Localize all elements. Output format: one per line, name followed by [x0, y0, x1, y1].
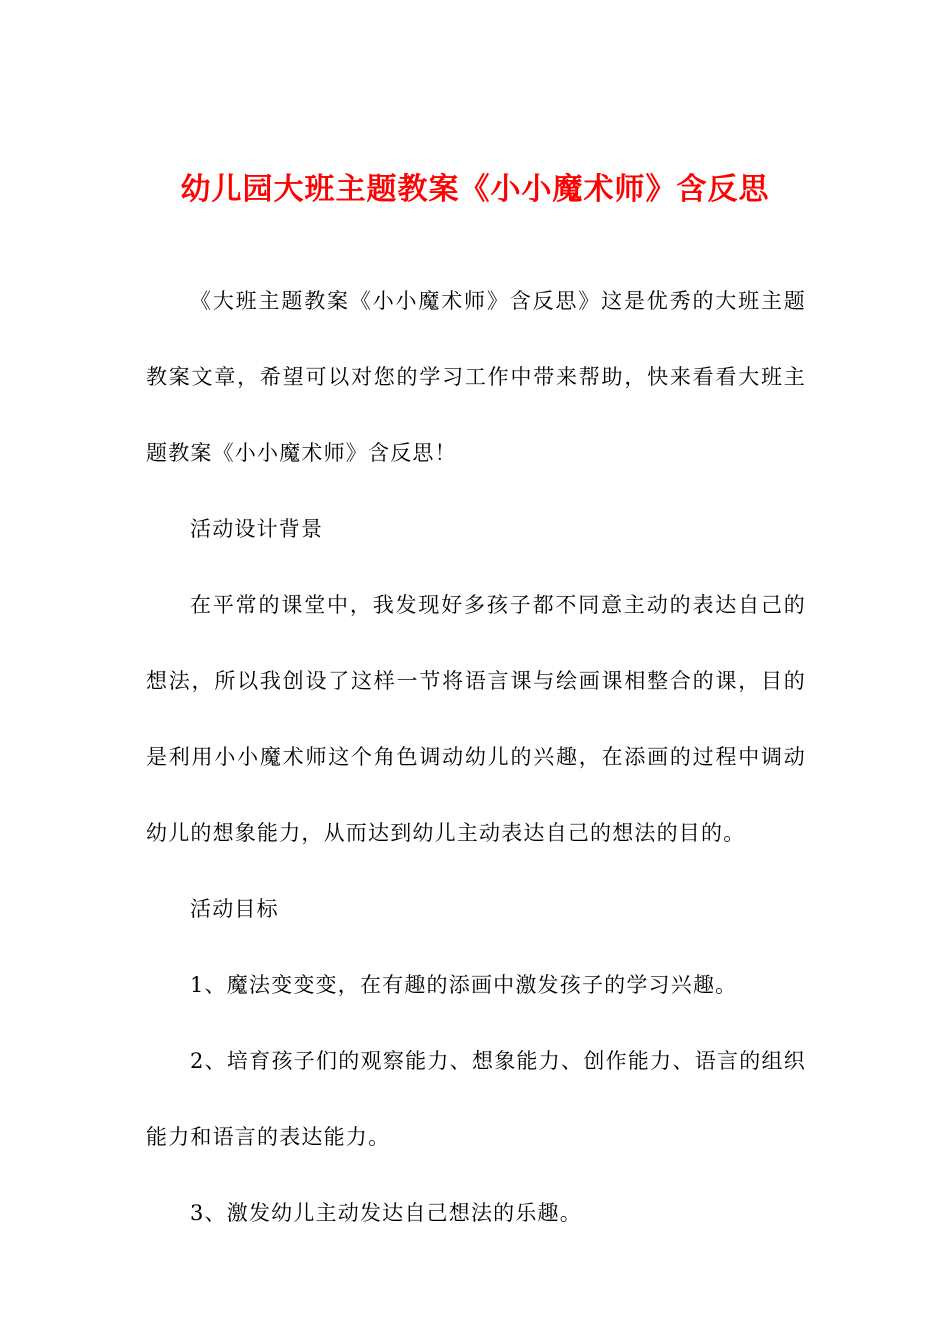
document-body — [146, 263, 806, 1251]
background-paragraph: 在平常的课堂中，我发现好多孩子都不同意主动的表达自己的想法，所以我创设了这样一节将语言课与绘画课相整合的课，目的是利用小小魔术师这个角色调动幼儿的兴趣，在添画的过程中调动幼儿的想象能力，从而达到幼儿主动表达自己的想法的目的。 — [146, 593, 806, 845]
goal-item-1: 1、魔法变变变，在有趣的添画中激发孩子的学习兴趣。 — [190, 973, 738, 997]
section-heading-background: 活动设计背景 — [190, 517, 324, 541]
intro-paragraph: 《大班主题教案《小小魔术师》含反思》这是优秀的大班主题教案文章，希望可以对您的学习工作中带来帮助，快来看看大班主题教案《小小魔术师》含反思！ — [146, 289, 806, 465]
goal-item-2: 2、培育孩子们的观察能力、想象能力、创作能力、语言的组织能力和语言的表达能力。 — [146, 1049, 806, 1149]
document-title: 幼儿园大班主题教案《小小魔术师》含反思 — [180, 172, 770, 208]
goal-item-3: 3、激发幼儿主动发达自己想法的乐趣。 — [190, 1201, 582, 1225]
section-heading-goals: 活动目标 — [190, 897, 279, 921]
